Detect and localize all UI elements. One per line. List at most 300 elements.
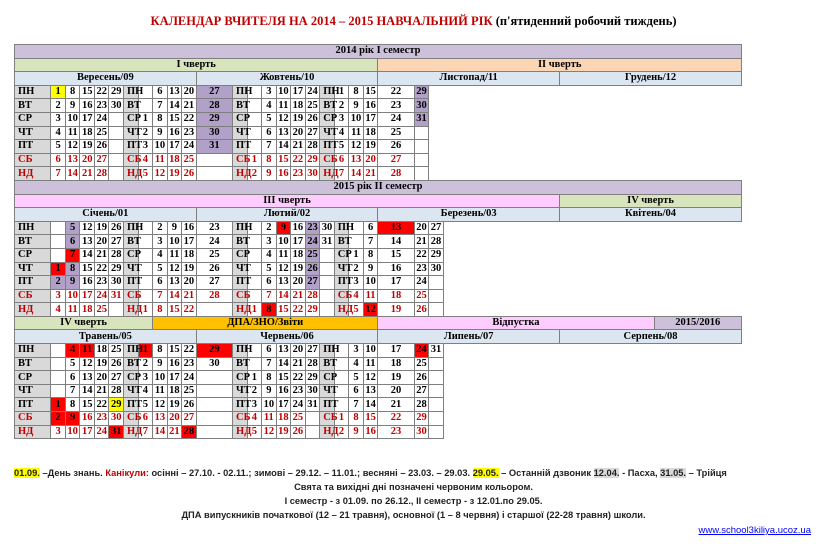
day-cell: 18 bbox=[80, 126, 95, 140]
day-cell: 9 bbox=[276, 221, 291, 235]
day-cell: 29 bbox=[429, 248, 444, 262]
day-cell: 5 bbox=[334, 140, 349, 154]
day-cell: 13 bbox=[65, 153, 80, 167]
month-header: Січень/01 bbox=[15, 208, 197, 222]
day-cell bbox=[109, 126, 124, 140]
day-cell: 14 bbox=[349, 167, 364, 181]
day-cell: 15 bbox=[80, 85, 95, 99]
period-header: ДПА/ЗНО/Звіти bbox=[153, 316, 378, 330]
weekday-label: ПТ bbox=[320, 140, 335, 154]
weekday-label: ЧТ bbox=[233, 126, 248, 140]
day-cell: 10 bbox=[65, 425, 80, 439]
day-cell: 22 bbox=[182, 112, 197, 126]
day-cell: 28 bbox=[414, 398, 429, 412]
day-cell: 22 bbox=[291, 371, 306, 385]
legend-text: – Останній дзвоник bbox=[498, 468, 594, 478]
day-cell: 29 bbox=[109, 85, 124, 99]
weekday-label: ПН bbox=[124, 344, 139, 358]
day-cell: 3 bbox=[262, 235, 277, 249]
day-cell: 10 bbox=[65, 289, 80, 303]
day-cell: 8 bbox=[349, 412, 364, 426]
weekday-label: НД bbox=[124, 303, 139, 317]
day-cell: 2 bbox=[138, 126, 153, 140]
calendar-row bbox=[15, 221, 742, 235]
day-cell: 15 bbox=[167, 112, 182, 126]
calendar-row bbox=[15, 316, 742, 330]
day-cell: 27 bbox=[378, 153, 414, 167]
legend-vacations-label: Канікули: bbox=[105, 468, 149, 478]
day-cell: 3 bbox=[51, 289, 66, 303]
day-cell: 4 bbox=[334, 126, 349, 140]
day-cell: 30 bbox=[414, 99, 429, 113]
day-cell: 21 bbox=[182, 99, 197, 113]
day-cell: 4 bbox=[262, 99, 277, 113]
day-cell: 26 bbox=[109, 357, 124, 371]
day-cell: 30 bbox=[196, 357, 232, 371]
day-cell: 12 bbox=[363, 303, 378, 317]
day-cell: 25 bbox=[94, 303, 109, 317]
weekday-label: ПН bbox=[15, 344, 51, 358]
day-cell: 18 bbox=[167, 153, 182, 167]
weekday-label: ПТ bbox=[124, 398, 139, 412]
day-cell: 29 bbox=[109, 398, 124, 412]
day-cell: 5 bbox=[138, 167, 153, 181]
weekday-label: ПТ bbox=[124, 276, 139, 290]
day-cell: 17 bbox=[378, 344, 414, 358]
website-link[interactable]: www.school3kiliya.ucoz.ua bbox=[698, 525, 811, 536]
weekday-label: ЧТ bbox=[15, 262, 51, 276]
day-cell: 30 bbox=[196, 126, 232, 140]
day-cell: 28 bbox=[196, 99, 232, 113]
weekday-label: ВТ bbox=[15, 235, 51, 249]
day-cell bbox=[196, 303, 232, 317]
day-cell: 11 bbox=[65, 303, 80, 317]
day-cell: 11 bbox=[65, 126, 80, 140]
day-cell: 5 bbox=[349, 371, 364, 385]
day-cell: 7 bbox=[65, 384, 80, 398]
day-cell bbox=[429, 412, 444, 426]
day-cell: 29 bbox=[305, 303, 320, 317]
day-cell: 13 bbox=[276, 126, 291, 140]
weekday-label: СБ bbox=[124, 153, 139, 167]
day-cell: 1 bbox=[138, 112, 153, 126]
weekday-label: ПН bbox=[124, 221, 139, 235]
day-cell: 30 bbox=[305, 167, 320, 181]
weekday-label: ПН bbox=[320, 85, 335, 99]
month-header: Березень/03 bbox=[378, 208, 560, 222]
day-cell: 6 bbox=[153, 85, 168, 99]
day-cell: 1 bbox=[247, 371, 262, 385]
day-cell: 30 bbox=[305, 384, 320, 398]
day-cell: 23 bbox=[94, 276, 109, 290]
day-cell: 20 bbox=[291, 276, 306, 290]
day-cell: 17 bbox=[291, 235, 306, 249]
day-cell: 28 bbox=[196, 289, 232, 303]
day-cell: 20 bbox=[182, 85, 197, 99]
weekday-label: ВТ bbox=[15, 99, 51, 113]
day-cell: 21 bbox=[182, 289, 197, 303]
day-cell: 20 bbox=[363, 153, 378, 167]
day-cell: 20 bbox=[94, 371, 109, 385]
day-cell: 24 bbox=[414, 344, 429, 358]
weekday-label: НД bbox=[15, 303, 51, 317]
day-cell: 27 bbox=[305, 276, 320, 290]
day-cell: 12 bbox=[349, 140, 364, 154]
day-cell: 26 bbox=[305, 262, 320, 276]
day-cell: 25 bbox=[94, 126, 109, 140]
weekday-label: ПН bbox=[320, 344, 335, 358]
month-header: Листопад/11 bbox=[378, 72, 560, 86]
day-cell: 24 bbox=[94, 112, 109, 126]
day-cell: 20 bbox=[167, 412, 182, 426]
weekday-label: ВТ bbox=[334, 235, 349, 249]
day-cell: 22 bbox=[291, 303, 306, 317]
period-header: 2015 рік ІІ семестр bbox=[15, 180, 742, 194]
day-cell: 8 bbox=[65, 85, 80, 99]
day-cell: 30 bbox=[320, 221, 335, 235]
day-cell: 3 bbox=[262, 85, 277, 99]
day-cell: 6 bbox=[262, 276, 277, 290]
day-cell: 25 bbox=[305, 248, 320, 262]
day-cell: 19 bbox=[291, 112, 306, 126]
calendar-table bbox=[14, 44, 742, 439]
day-cell: 25 bbox=[291, 412, 306, 426]
day-cell: 15 bbox=[80, 398, 95, 412]
day-cell: 26 bbox=[378, 140, 414, 154]
day-cell: 16 bbox=[167, 357, 182, 371]
day-cell: 25 bbox=[109, 344, 124, 358]
day-cell: 21 bbox=[291, 289, 306, 303]
day-cell: 19 bbox=[291, 262, 306, 276]
day-cell bbox=[109, 140, 124, 154]
day-cell: 2 bbox=[247, 384, 262, 398]
day-cell: 3 bbox=[334, 112, 349, 126]
day-cell: 7 bbox=[153, 289, 168, 303]
day-cell: 24 bbox=[291, 398, 306, 412]
day-cell: 22 bbox=[414, 248, 429, 262]
day-cell: 12 bbox=[80, 221, 95, 235]
day-cell: 26 bbox=[94, 140, 109, 154]
day-cell: 4 bbox=[138, 153, 153, 167]
weekday-label: НД bbox=[233, 425, 248, 439]
day-cell: 1 bbox=[247, 153, 262, 167]
day-cell: 26 bbox=[414, 303, 429, 317]
weekday-label: СБ bbox=[320, 153, 335, 167]
legend-vacations-text: осінні – 27.10. - 02.11.; зимові – 29.12. – 11.01.; весняні – 23.03. – 29.03. bbox=[148, 468, 473, 478]
day-cell bbox=[320, 262, 335, 276]
period-header: Відпустка bbox=[378, 316, 654, 330]
day-cell: 6 bbox=[349, 384, 364, 398]
weekday-label: ПТ bbox=[233, 140, 248, 154]
day-cell: 1 bbox=[51, 85, 66, 99]
calendar-row bbox=[15, 180, 742, 194]
day-cell: 4 bbox=[349, 289, 364, 303]
day-cell: 14 bbox=[153, 425, 168, 439]
day-cell: 9 bbox=[65, 276, 80, 290]
weekday-label: НД bbox=[124, 167, 139, 181]
day-cell: 5 bbox=[65, 357, 80, 371]
calendar-row bbox=[15, 140, 742, 154]
day-cell: 25 bbox=[378, 126, 414, 140]
calendar-row bbox=[15, 344, 742, 358]
day-cell: 27 bbox=[109, 235, 124, 249]
calendar-row bbox=[15, 208, 742, 222]
day-cell: 23 bbox=[182, 126, 197, 140]
weekday-label: НД bbox=[233, 303, 248, 317]
weekday-label: ВТ bbox=[124, 357, 139, 371]
day-cell: 10 bbox=[349, 112, 364, 126]
day-cell: 10 bbox=[276, 85, 291, 99]
day-cell: 24 bbox=[182, 140, 197, 154]
day-cell: 14 bbox=[363, 398, 378, 412]
day-cell: 21 bbox=[94, 248, 109, 262]
day-cell: 20 bbox=[414, 221, 429, 235]
day-cell: 7 bbox=[262, 357, 277, 371]
day-cell: 28 bbox=[109, 384, 124, 398]
day-cell: 6 bbox=[138, 412, 153, 426]
day-cell: 6 bbox=[65, 235, 80, 249]
period-header: І чверть bbox=[15, 58, 378, 72]
day-cell: 18 bbox=[378, 289, 414, 303]
day-cell: 18 bbox=[378, 357, 414, 371]
calendar-row bbox=[15, 357, 742, 371]
day-cell: 19 bbox=[80, 140, 95, 154]
day-cell: 29 bbox=[196, 344, 232, 358]
weekday-label: СР bbox=[15, 112, 51, 126]
day-cell: 22 bbox=[94, 262, 109, 276]
day-cell: 11 bbox=[80, 344, 95, 358]
day-cell: 23 bbox=[414, 262, 429, 276]
calendar-row bbox=[15, 262, 742, 276]
period-header: ІІІ чверть bbox=[15, 194, 560, 208]
day-cell: 12 bbox=[262, 425, 277, 439]
day-cell: 4 bbox=[153, 248, 168, 262]
weekday-label: СР bbox=[233, 248, 248, 262]
day-cell: 18 bbox=[276, 412, 291, 426]
calendar-row bbox=[15, 330, 742, 344]
day-cell: 9 bbox=[167, 221, 182, 235]
legend-text: – Трійця bbox=[686, 468, 727, 478]
day-cell: 8 bbox=[262, 303, 277, 317]
day-cell: 31 bbox=[109, 425, 124, 439]
weekday-label: ПТ bbox=[15, 398, 51, 412]
day-cell: 11 bbox=[349, 126, 364, 140]
day-cell: 27 bbox=[305, 126, 320, 140]
weekday-label: СБ bbox=[334, 289, 349, 303]
legend-date-easter: 12.04. bbox=[593, 468, 620, 478]
day-cell bbox=[429, 425, 444, 439]
calendar-row bbox=[15, 167, 742, 181]
day-cell: 11 bbox=[363, 357, 378, 371]
day-cell: 28 bbox=[305, 357, 320, 371]
day-cell: 2 bbox=[247, 167, 262, 181]
day-cell: 13 bbox=[378, 221, 414, 235]
day-cell: 8 bbox=[262, 153, 277, 167]
day-cell: 13 bbox=[276, 276, 291, 290]
day-cell: 24 bbox=[196, 235, 232, 249]
day-cell: 3 bbox=[349, 344, 364, 358]
day-cell: 18 bbox=[94, 344, 109, 358]
day-cell: 6 bbox=[153, 276, 168, 290]
day-cell bbox=[51, 248, 66, 262]
day-cell: 5 bbox=[262, 262, 277, 276]
day-cell: 4 bbox=[65, 344, 80, 358]
day-cell: 27 bbox=[94, 153, 109, 167]
day-cell bbox=[51, 344, 66, 358]
day-cell: 28 bbox=[378, 167, 414, 181]
calendar-row bbox=[15, 398, 742, 412]
day-cell: 16 bbox=[167, 126, 182, 140]
weekday-label: НД bbox=[233, 167, 248, 181]
weekday-label: ПТ bbox=[15, 140, 51, 154]
day-cell: 12 bbox=[363, 371, 378, 385]
month-header: Лютий/02 bbox=[196, 208, 378, 222]
day-cell: 18 bbox=[182, 248, 197, 262]
day-cell: 11 bbox=[262, 412, 277, 426]
day-cell: 26 bbox=[182, 398, 197, 412]
day-cell: 13 bbox=[167, 276, 182, 290]
month-header: Квітень/04 bbox=[560, 208, 742, 222]
day-cell: 21 bbox=[378, 398, 414, 412]
day-cell: 31 bbox=[429, 344, 444, 358]
day-cell: 31 bbox=[196, 140, 232, 154]
month-header: Липень/07 bbox=[378, 330, 560, 344]
day-cell: 21 bbox=[167, 425, 182, 439]
weekday-label: СБ bbox=[15, 412, 51, 426]
day-cell: 26 bbox=[109, 221, 124, 235]
day-cell bbox=[414, 126, 429, 140]
day-cell: 9 bbox=[349, 99, 364, 113]
day-cell: 17 bbox=[182, 235, 197, 249]
weekday-label: НД bbox=[15, 167, 51, 181]
day-cell bbox=[429, 357, 444, 371]
day-cell: 30 bbox=[109, 99, 124, 113]
weekday-label: ЧТ bbox=[124, 262, 139, 276]
day-cell: 30 bbox=[414, 425, 429, 439]
day-cell: 2 bbox=[51, 99, 66, 113]
day-cell: 8 bbox=[65, 262, 80, 276]
weekday-label: СР bbox=[233, 371, 248, 385]
weekday-label: СБ bbox=[233, 412, 248, 426]
day-cell: 9 bbox=[349, 425, 364, 439]
day-cell: 16 bbox=[80, 412, 95, 426]
day-cell: 27 bbox=[414, 384, 429, 398]
day-cell bbox=[320, 248, 335, 262]
weekday-label: ЧТ bbox=[15, 384, 51, 398]
day-cell: 23 bbox=[378, 99, 414, 113]
page-title bbox=[0, 14, 827, 29]
calendar-row bbox=[15, 99, 742, 113]
day-cell: 18 bbox=[167, 384, 182, 398]
day-cell: 12 bbox=[153, 167, 168, 181]
legend-text: –День знань. bbox=[39, 468, 106, 478]
weekday-label: СБ bbox=[15, 153, 51, 167]
day-cell bbox=[196, 167, 232, 181]
weekday-label: ВТ bbox=[233, 235, 248, 249]
day-cell: 12 bbox=[167, 262, 182, 276]
day-cell: 16 bbox=[276, 384, 291, 398]
day-cell: 10 bbox=[363, 344, 378, 358]
day-cell: 5 bbox=[247, 425, 262, 439]
day-cell: 13 bbox=[153, 412, 168, 426]
weekday-label: ЧТ bbox=[320, 384, 335, 398]
day-cell: 19 bbox=[94, 221, 109, 235]
day-cell: 28 bbox=[429, 235, 444, 249]
day-cell: 30 bbox=[109, 276, 124, 290]
day-cell: 1 bbox=[138, 303, 153, 317]
day-cell: 2 bbox=[334, 99, 349, 113]
calendar-row bbox=[15, 248, 742, 262]
day-cell: 19 bbox=[378, 303, 414, 317]
day-cell: 2 bbox=[334, 425, 349, 439]
day-cell: 19 bbox=[167, 398, 182, 412]
calendar-row bbox=[15, 72, 742, 86]
day-cell: 5 bbox=[51, 140, 66, 154]
weekday-label: ЧТ bbox=[320, 126, 335, 140]
weekday-label: СБ bbox=[320, 412, 335, 426]
weekday-label: ПТ bbox=[233, 276, 248, 290]
day-cell bbox=[320, 303, 335, 317]
day-cell: 23 bbox=[291, 384, 306, 398]
day-cell: 10 bbox=[153, 371, 168, 385]
period-header: 2014 рік І семестр bbox=[15, 45, 742, 59]
day-cell: 17 bbox=[291, 85, 306, 99]
day-cell: 2 bbox=[349, 262, 364, 276]
weekday-label: ПН bbox=[124, 85, 139, 99]
day-cell: 26 bbox=[182, 167, 197, 181]
day-cell: 23 bbox=[94, 99, 109, 113]
day-cell: 31 bbox=[109, 289, 124, 303]
day-cell: 12 bbox=[276, 112, 291, 126]
weekday-label: ЧТ bbox=[124, 126, 139, 140]
day-cell bbox=[51, 357, 66, 371]
weekday-label: ПН bbox=[233, 85, 248, 99]
day-cell: 20 bbox=[80, 153, 95, 167]
day-cell: 29 bbox=[414, 412, 429, 426]
day-cell: 30 bbox=[429, 262, 444, 276]
day-cell: 17 bbox=[363, 112, 378, 126]
day-cell: 16 bbox=[363, 425, 378, 439]
day-cell: 15 bbox=[80, 262, 95, 276]
day-cell bbox=[305, 412, 320, 426]
day-cell: 4 bbox=[349, 357, 364, 371]
day-cell: 9 bbox=[363, 262, 378, 276]
day-cell: 21 bbox=[80, 167, 95, 181]
day-cell: 2 bbox=[153, 221, 168, 235]
day-cell: 8 bbox=[153, 112, 168, 126]
day-cell: 21 bbox=[291, 357, 306, 371]
day-cell: 3 bbox=[51, 112, 66, 126]
day-cell: 18 bbox=[291, 248, 306, 262]
day-cell: 23 bbox=[196, 221, 232, 235]
day-cell: 7 bbox=[262, 289, 277, 303]
day-cell: 31 bbox=[320, 235, 335, 249]
day-cell bbox=[109, 112, 124, 126]
day-cell: 1 bbox=[138, 344, 153, 358]
period-header: IV чверть bbox=[15, 316, 153, 330]
day-cell: 7 bbox=[349, 398, 364, 412]
day-cell: 28 bbox=[94, 167, 109, 181]
day-cell: 2 bbox=[138, 357, 153, 371]
day-cell: 24 bbox=[305, 85, 320, 99]
day-cell bbox=[429, 398, 444, 412]
calendar-row bbox=[15, 235, 742, 249]
day-cell: 8 bbox=[262, 371, 277, 385]
weekday-label: ЧТ bbox=[233, 262, 248, 276]
day-cell bbox=[196, 398, 232, 412]
day-cell: 16 bbox=[182, 221, 197, 235]
day-cell: 9 bbox=[65, 412, 80, 426]
